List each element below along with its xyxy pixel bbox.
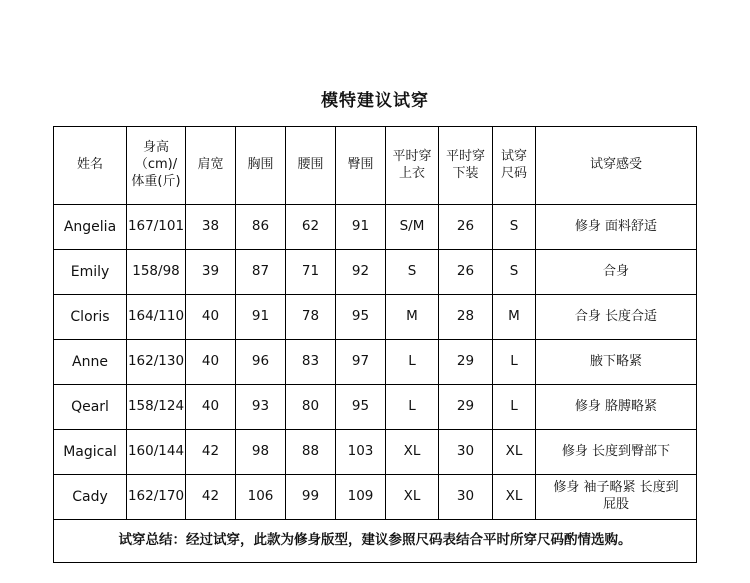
cell-name: Qearl xyxy=(54,385,127,430)
cell-trial-size: XL xyxy=(493,430,536,475)
cell-height-weight: 158/124 xyxy=(127,385,186,430)
cell-hip: 97 xyxy=(336,340,386,385)
cell-shoulder: 40 xyxy=(186,385,236,430)
header-waist: 腰围 xyxy=(286,127,336,205)
cell-trial-size: XL xyxy=(493,475,536,520)
cell-height-weight: 164/110 xyxy=(127,295,186,340)
cell-chest: 106 xyxy=(236,475,286,520)
cell-top-size: S/M xyxy=(386,205,439,250)
cell-shoulder: 42 xyxy=(186,475,236,520)
cell-feedback: 修身 长度到臀部下 xyxy=(536,430,697,475)
cell-feedback: 合身 长度合适 xyxy=(536,295,697,340)
header-line: 尺码 xyxy=(500,165,527,181)
header-line: （cm)/ xyxy=(134,157,178,173)
cell-name: Magical xyxy=(54,430,127,475)
cell-waist: 99 xyxy=(286,475,336,520)
table-row xyxy=(54,430,697,475)
cell-chest: 86 xyxy=(236,205,286,250)
cell-shoulder: 40 xyxy=(186,295,236,340)
cell-hip: 91 xyxy=(336,205,386,250)
cell-waist: 83 xyxy=(286,340,336,385)
header-line: 下装 xyxy=(452,165,479,181)
cell-chest: 98 xyxy=(236,430,286,475)
header-name: 姓名 xyxy=(54,127,127,205)
cell-height-weight: 162/130 xyxy=(127,340,186,385)
cell-top-size: S xyxy=(386,250,439,295)
cell-name: Cady xyxy=(54,475,127,520)
header-row xyxy=(54,127,697,205)
cell-feedback: 修身 胳膊略紧 xyxy=(536,385,697,430)
header-trial-size xyxy=(493,127,536,205)
cell-trial-size: L xyxy=(493,385,536,430)
header-feedback: 试穿感受 xyxy=(536,127,697,205)
cell-feedback xyxy=(536,475,697,520)
cell-hip: 95 xyxy=(336,385,386,430)
cell-feedback: 合身 xyxy=(536,250,697,295)
table-row xyxy=(54,205,697,250)
cell-bottom-size: 28 xyxy=(439,295,493,340)
cell-bottom-size: 26 xyxy=(439,250,493,295)
cell-bottom-size: 30 xyxy=(439,430,493,475)
cell-feedback: 腋下略紧 xyxy=(536,340,697,385)
cell-shoulder: 40 xyxy=(186,340,236,385)
summary-row xyxy=(54,520,697,563)
table-row xyxy=(54,385,697,430)
cell-waist: 88 xyxy=(286,430,336,475)
cell-name: Emily xyxy=(54,250,127,295)
cell-hip: 103 xyxy=(336,430,386,475)
cell-shoulder: 42 xyxy=(186,430,236,475)
cell-top-size: XL xyxy=(386,475,439,520)
cell-bottom-size: 29 xyxy=(439,340,493,385)
cell-trial-size: S xyxy=(493,250,536,295)
cell-top-size: XL xyxy=(386,430,439,475)
header-line: 身高 xyxy=(142,140,169,156)
cell-hip: 92 xyxy=(336,250,386,295)
header-height-weight xyxy=(127,127,186,205)
cell-waist: 80 xyxy=(286,385,336,430)
cell-trial-size: L xyxy=(493,340,536,385)
cell-waist: 71 xyxy=(286,250,336,295)
header-hip: 臀围 xyxy=(336,127,386,205)
cell-top-size: L xyxy=(386,385,439,430)
cell-bottom-size: 26 xyxy=(439,205,493,250)
header-shoulder: 肩宽 xyxy=(186,127,236,205)
cell-shoulder: 39 xyxy=(186,250,236,295)
header-top-size xyxy=(386,127,439,205)
cell-height-weight: 160/144 xyxy=(127,430,186,475)
cell-bottom-size: 29 xyxy=(439,385,493,430)
cell-waist: 62 xyxy=(286,205,336,250)
cell-hip: 95 xyxy=(336,295,386,340)
cell-height-weight: 158/98 xyxy=(127,250,186,295)
header-line: 体重(斤) xyxy=(131,173,181,189)
cell-waist: 78 xyxy=(286,295,336,340)
cell-top-size: M xyxy=(386,295,439,340)
feedback-line: 修身 袖子略紧 长度到 xyxy=(553,480,679,496)
cell-trial-size: M xyxy=(493,295,536,340)
cell-top-size: L xyxy=(386,340,439,385)
cell-chest: 93 xyxy=(236,385,286,430)
cell-hip: 109 xyxy=(336,475,386,520)
table-row xyxy=(54,475,697,520)
table-row xyxy=(54,340,697,385)
cell-name: Angelia xyxy=(54,205,127,250)
cell-chest: 87 xyxy=(236,250,286,295)
feedback-line: 屁股 xyxy=(602,497,629,512)
page-title: 模特建议试穿 xyxy=(321,91,429,111)
header-line: 试穿 xyxy=(500,148,527,164)
header-bottom-size xyxy=(439,127,493,205)
table-row xyxy=(54,295,697,340)
header-line: 平时穿 xyxy=(392,148,432,164)
summary-text: 试穿总结：经过试穿，此款为修身版型，建议参照尺码表结合平时所穿尺码酌情选购。 xyxy=(54,520,697,563)
cell-trial-size: S xyxy=(493,205,536,250)
cell-chest: 91 xyxy=(236,295,286,340)
cell-shoulder: 38 xyxy=(186,205,236,250)
cell-feedback: 修身 面料舒适 xyxy=(536,205,697,250)
cell-name: Anne xyxy=(54,340,127,385)
header-line: 上衣 xyxy=(398,165,425,181)
header-line: 平时穿 xyxy=(445,148,485,164)
cell-name: Cloris xyxy=(54,295,127,340)
cell-height-weight: 162/170 xyxy=(127,475,186,520)
header-chest: 胸围 xyxy=(236,127,286,205)
size-table xyxy=(53,126,697,563)
table-row xyxy=(54,250,697,295)
cell-bottom-size: 30 xyxy=(439,475,493,520)
cell-height-weight: 167/101 xyxy=(127,205,186,250)
cell-chest: 96 xyxy=(236,340,286,385)
